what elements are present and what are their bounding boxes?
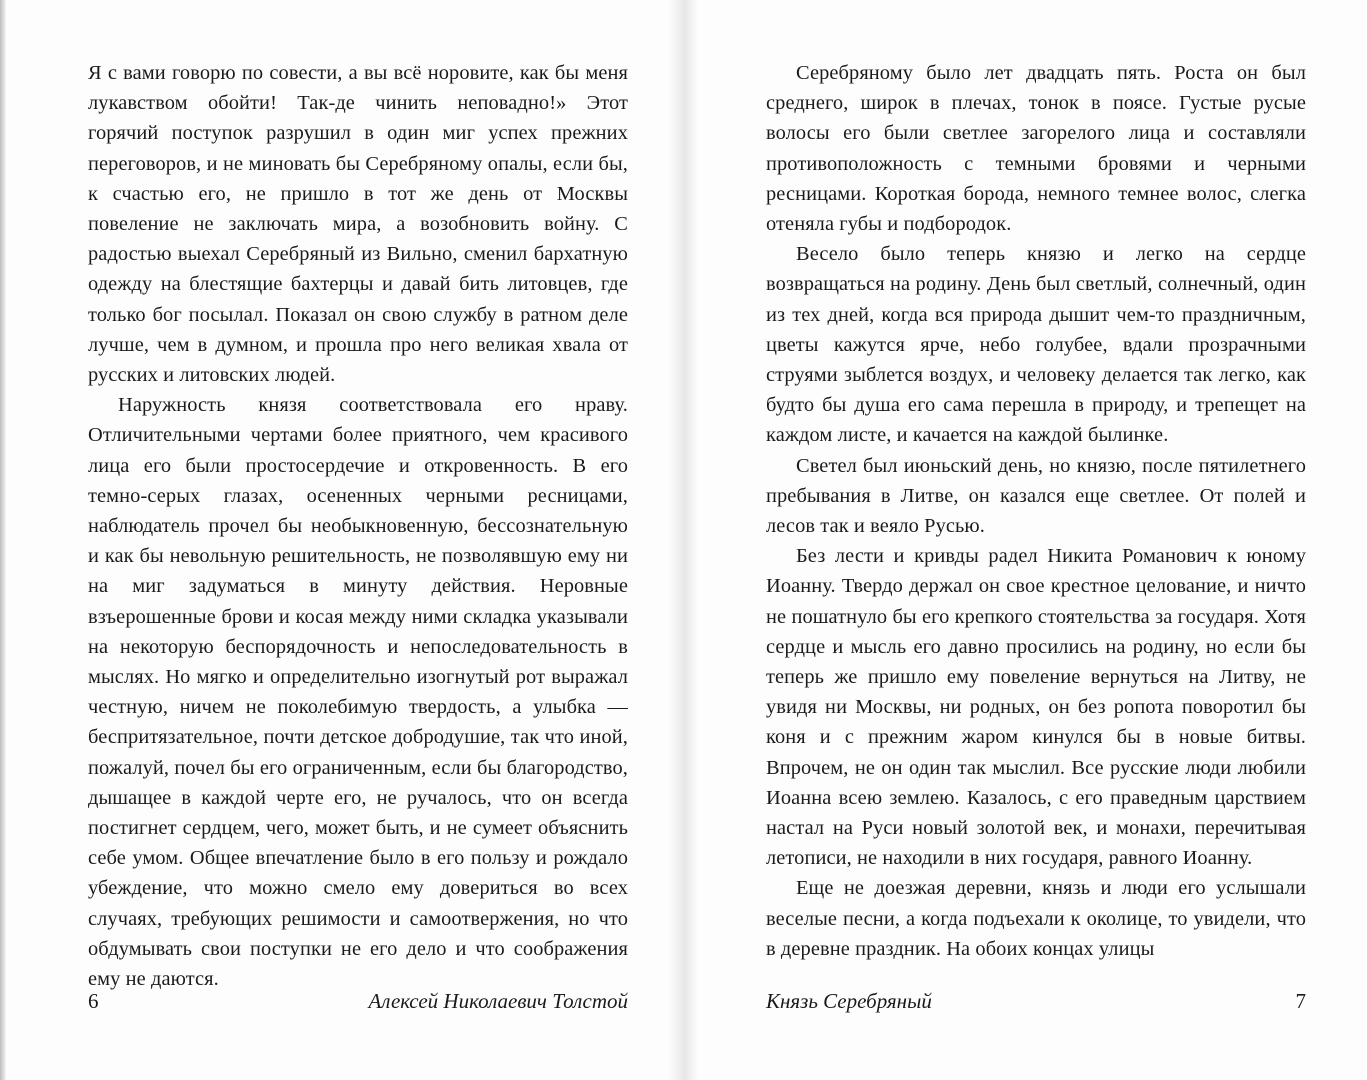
book-edge-shadow: [0, 0, 6, 1080]
running-head-title: Князь Серебряный: [766, 989, 932, 1013]
paragraph: Серебряному было лет двадцать пять. Роста он был среднего, широк в плечах, тонок в поясе. Густые русые волосы его были светлее загорелого лица и составляли противоположность с темными бровями и черными ресницами. Короткая борода, немного темнее волос, слегка отеняла губы и подбородок.: [766, 62, 1306, 236]
left-page-body: [88, 58, 628, 994]
page-number: 7: [1295, 989, 1306, 1013]
paragraph: Я с вами говорю по совести, а вы всё норовите, как бы меня лукавством обойти! Так-де чинить неповадно!» Этот горячий поступок разрушил в один миг успех прежних переговоров, и не миновать бы Серебряному опалы, если бы, к счастью его, не пришло в тот же день от Москвы повеление не заключать мира, а возобновить войну. С радостью выехал Серебряный из Вильно, сменил бархатную одежду на блестящие бахтерцы и давай бить литовцев, где только бог посылал. Показал он свою службу в ратном деле лучше, чем в думном, и прошла про него великая хвала от русских и литовских людей.: [88, 62, 628, 387]
paragraph: Весело было теперь князю и легко на сердце возвращаться на родину. День был светлый, солнечный, один из тех дней, когда вся природа дышит чем-то праздничным, цветы кажутся ярче, небо голубее, вдали прозрачными струями зыблется воздух, и человеку делается так легко, как будто бы душа его сама перешла в природу, и трепещет на каждом листе, и качается на каждой былинке.: [766, 243, 1306, 447]
paragraph: Светел был июньский день, но князю, после пятилетнего пребывания в Литве, он казался еще светлее. От полей и лесов так и веяло Русью.: [766, 454, 1306, 538]
paragraph: Наружность князя соответствовала его нраву. Отличительными чертами более приятного, чем красивого лица его были простосердечие и откровенность. В его темно-серых глазах, осененных черными ресницами, наблюдатель прочел бы необыкновенную, бессознательную и как бы невольную решительность, не позволявшую ему ни на миг задуматься в минуту действия. Неровные взъерошенные брови и косая между ними складка указывали на некоторую беспорядочность и непоследовательность в мыслях. Но мягко и определительно изогнутый рот выражал честную, ничем не поколебимую твердость, а улыбка — беспритязательное, почти детское добродушие, так что иной, пожалуй, почел бы его ограниченным, если бы благородство, дышащее в каждой черте его, не ручалось, что он всегда постигнет сердцем, чего, может быть, и не сумеет объяснить себе умом. Общее впечатление было в его пользу и рождало убеждение, что можно смело ему довериться во всех случаях, требующих решимости и самоотвержения, но что обдумывать свои поступки не его дело и что соображения ему не даются.: [88, 394, 628, 991]
book-gutter: [668, 0, 698, 1080]
left-page-footer: [88, 988, 628, 1014]
right-page-body: [766, 58, 1306, 964]
right-page-footer: [766, 988, 1306, 1014]
page-number: 6: [88, 989, 99, 1013]
paragraph: Без лести и кривды радел Никита Романович к юному Иоанну. Твердо держал он свое крестное целование, и ничто не пошатнуло бы его крепкого стоятельства за государя. Хотя сердце и мысль его давно просились на родину, но если бы теперь же пришло ему повеление вернуться на Литву, не увидя ни Москвы, ни родных, он без ропота поворотил бы коня и с прежним жаром кинулся бы в новые битвы. Впрочем, не он один так мыслил. Все русские люди любили Иоанна всею землею. Казалось, с его праведным царствием настал на Руси новый золотой век, и монахи, перечитывая летописи, не находили в них государя, равного Иоанну.: [766, 545, 1306, 870]
paragraph: Еще не доезжая деревни, князь и люди его услышали веселые песни, а когда подъехали к околице, то увидели, что в деревне праздник. На обоих концах улицы: [766, 877, 1306, 960]
running-head-author: Алексей Николаевич Толстой: [368, 989, 628, 1013]
